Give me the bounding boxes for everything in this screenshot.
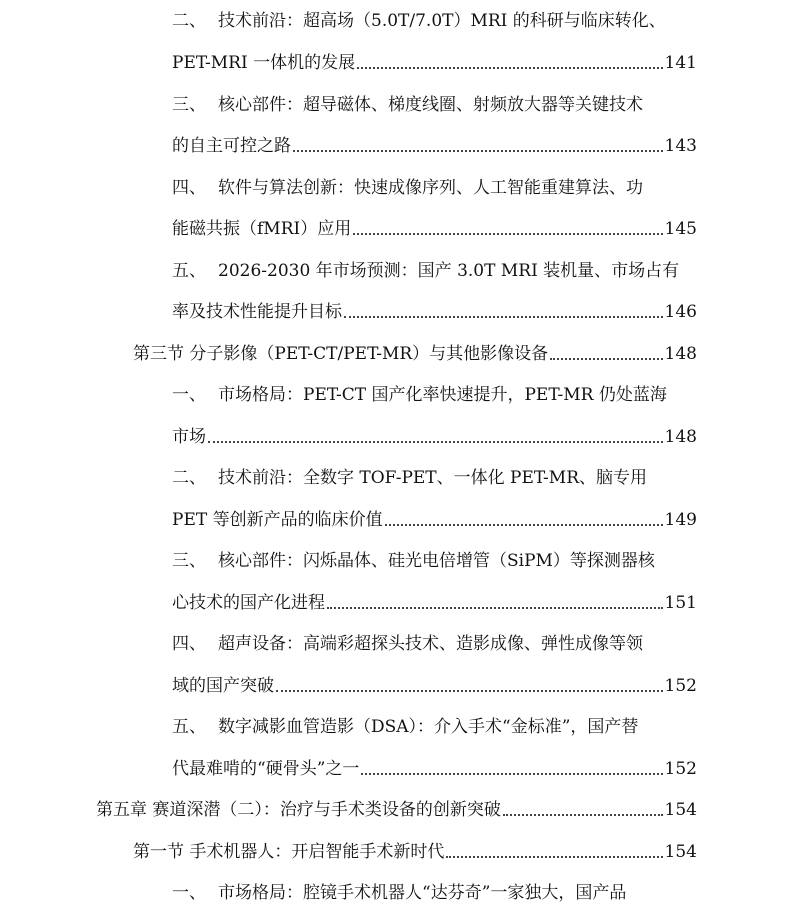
dot-leader: [357, 67, 662, 69]
page-number: 143: [664, 136, 697, 156]
toc-item-text: 四、 软件与算法创新：快速成像序列、人工智能重建算法、功: [172, 178, 643, 198]
page-number: 149: [664, 510, 697, 530]
toc-item[interactable]: [172, 459, 697, 489]
page-number: 145: [664, 219, 697, 239]
toc-item-continuation[interactable]: PET-MRI 一体机的发展 141: [172, 53, 697, 73]
toc-item[interactable]: [172, 625, 697, 655]
toc-item-continuation[interactable]: 域的国产突破 152: [172, 676, 697, 696]
toc-item[interactable]: [172, 376, 697, 406]
toc-item[interactable]: [172, 708, 697, 738]
toc-item[interactable]: [172, 874, 697, 904]
toc-item-text: 一、 市场格局：腔镜手术机器人“达芬奇”一家独大，国产品: [172, 883, 627, 903]
toc-item-text: 二、 技术前沿：超高场（5.0T/7.0T）MRI 的科研与临床转化、: [172, 11, 666, 31]
toc-item[interactable]: [172, 169, 697, 199]
dot-leader: [327, 607, 663, 609]
toc-item-continuation[interactable]: 市场 148: [172, 427, 697, 447]
dot-leader: [293, 150, 663, 152]
toc-item-continuation[interactable]: 心技术的国产化进程 151: [172, 593, 697, 613]
toc-item-text: 五、 2026-2030 年市场预测：国产 3.0T MRI 装机量、市场占有: [172, 261, 680, 281]
toc-item-continuation[interactable]: 能磁共振（fMRI）应用 145: [172, 219, 697, 239]
page-number: 146: [664, 302, 697, 322]
page-number: 151: [664, 593, 697, 613]
dot-leader: [344, 316, 663, 318]
page-number: 154: [664, 842, 697, 862]
page-number: 152: [664, 759, 697, 779]
toc-item[interactable]: [172, 86, 697, 116]
toc-section[interactable]: 第三节 分子影像（PET-CT/PET-MR）与其他影像设备 148: [133, 344, 697, 364]
dot-leader: [208, 441, 663, 443]
page-number: 148: [664, 344, 697, 364]
dot-leader: [361, 773, 662, 775]
toc-item-text: 五、 数字减影血管造影（DSA）：介入手术“金标准”，国产替: [172, 717, 639, 737]
toc-item-text: 四、 超声设备：高端彩超探头技术、造影成像、弹性成像等领: [172, 634, 643, 654]
toc-item[interactable]: [172, 2, 697, 32]
toc-item[interactable]: [172, 542, 697, 572]
dot-leader: [276, 690, 663, 692]
page-number: 152: [664, 676, 697, 696]
dot-leader: [353, 233, 662, 235]
toc-item-continuation[interactable]: 率及技术性能提升目标 146: [172, 302, 697, 322]
toc-item-text: 一、 市场格局：PET-CT 国产化率快速提升，PET-MR 仍处蓝海: [172, 385, 667, 405]
toc-item-continuation[interactable]: 代最难啃的“硬骨头”之一 152: [172, 759, 697, 779]
toc-section[interactable]: 第一节 手术机器人：开启智能手术新时代 154: [133, 842, 697, 862]
page-number: 141: [664, 53, 697, 73]
dot-leader: [550, 358, 662, 360]
toc-item-continuation[interactable]: 的自主可控之路 143: [172, 136, 697, 156]
toc-item-text: 三、 核心部件：闪烁晶体、硅光电倍增管（SiPM）等探测器核: [172, 551, 655, 571]
toc-item-continuation[interactable]: PET 等创新产品的临床价值 149: [172, 510, 697, 530]
toc-item-text: 三、 核心部件：超导磁体、梯度线圈、射频放大器等关键技术: [172, 95, 643, 115]
toc-item[interactable]: [172, 252, 697, 282]
toc-chapter[interactable]: 第五章 赛道深潜（二）：治疗与手术类设备的创新突破 154: [96, 800, 697, 820]
page-number: 154: [664, 800, 697, 820]
page-number: 148: [664, 427, 697, 447]
dot-leader: [503, 814, 663, 816]
toc-item-text: 二、 技术前沿：全数字 TOF-PET、一体化 PET-MR、脑专用: [172, 468, 647, 488]
dot-leader: [446, 856, 662, 858]
dot-leader: [385, 524, 663, 526]
